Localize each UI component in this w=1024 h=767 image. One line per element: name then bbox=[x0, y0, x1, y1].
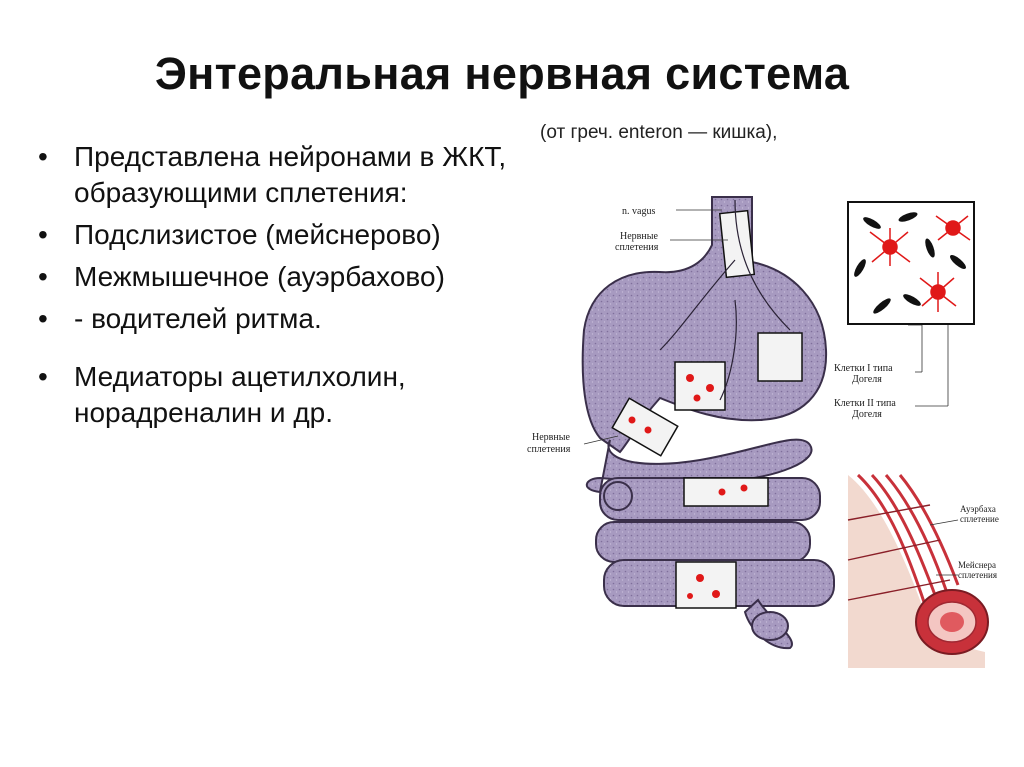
slide-subtitle: (от греч. enteron — кишка), bbox=[540, 122, 778, 143]
intestine bbox=[587, 440, 834, 649]
bullet-marker: • bbox=[38, 303, 48, 334]
label-meissner: сплетения bbox=[958, 570, 997, 580]
bullet-marker: • bbox=[38, 261, 48, 292]
label-dogiel-type2: Клетки II типа bbox=[834, 398, 896, 409]
label-dogiel-type2: Догеля bbox=[852, 409, 882, 420]
bullet-marker: • bbox=[38, 219, 48, 250]
label-auerbach: Ауэрбаха bbox=[960, 504, 996, 514]
bullet-marker: • bbox=[38, 141, 48, 172]
bullet-marker: • bbox=[38, 361, 48, 392]
bullet-text: Подслизистое (мейснерово) bbox=[74, 219, 441, 250]
label-plexus-left: сплетения bbox=[527, 444, 571, 455]
label-dogiel-type1: Догеля bbox=[852, 374, 882, 385]
label-plexus-top: Нервные bbox=[620, 231, 658, 242]
label-auerbach: сплетение bbox=[960, 514, 999, 524]
label-meissner: Мейснера bbox=[958, 560, 996, 570]
bullet-text: - водителей ритма. bbox=[74, 303, 322, 334]
slide-title: Энтеральная нервная система bbox=[154, 48, 850, 99]
bullet-text: Медиаторы ацетилхолин, норадреналин и др. bbox=[74, 361, 406, 428]
label-dogiel-type1: Клетки I типа bbox=[834, 363, 893, 374]
bullet-text: Представлена нейронами в ЖКТ, образующими сплетения: bbox=[74, 141, 507, 208]
label-vagus: n. vagus bbox=[622, 206, 656, 217]
dogiel-cells-panel bbox=[848, 202, 974, 324]
label-plexus-left: Нервные bbox=[532, 432, 570, 443]
label-plexus-top: сплетения bbox=[615, 242, 659, 253]
bullet-text: Межмышечное (ауэрбахово) bbox=[74, 261, 445, 292]
